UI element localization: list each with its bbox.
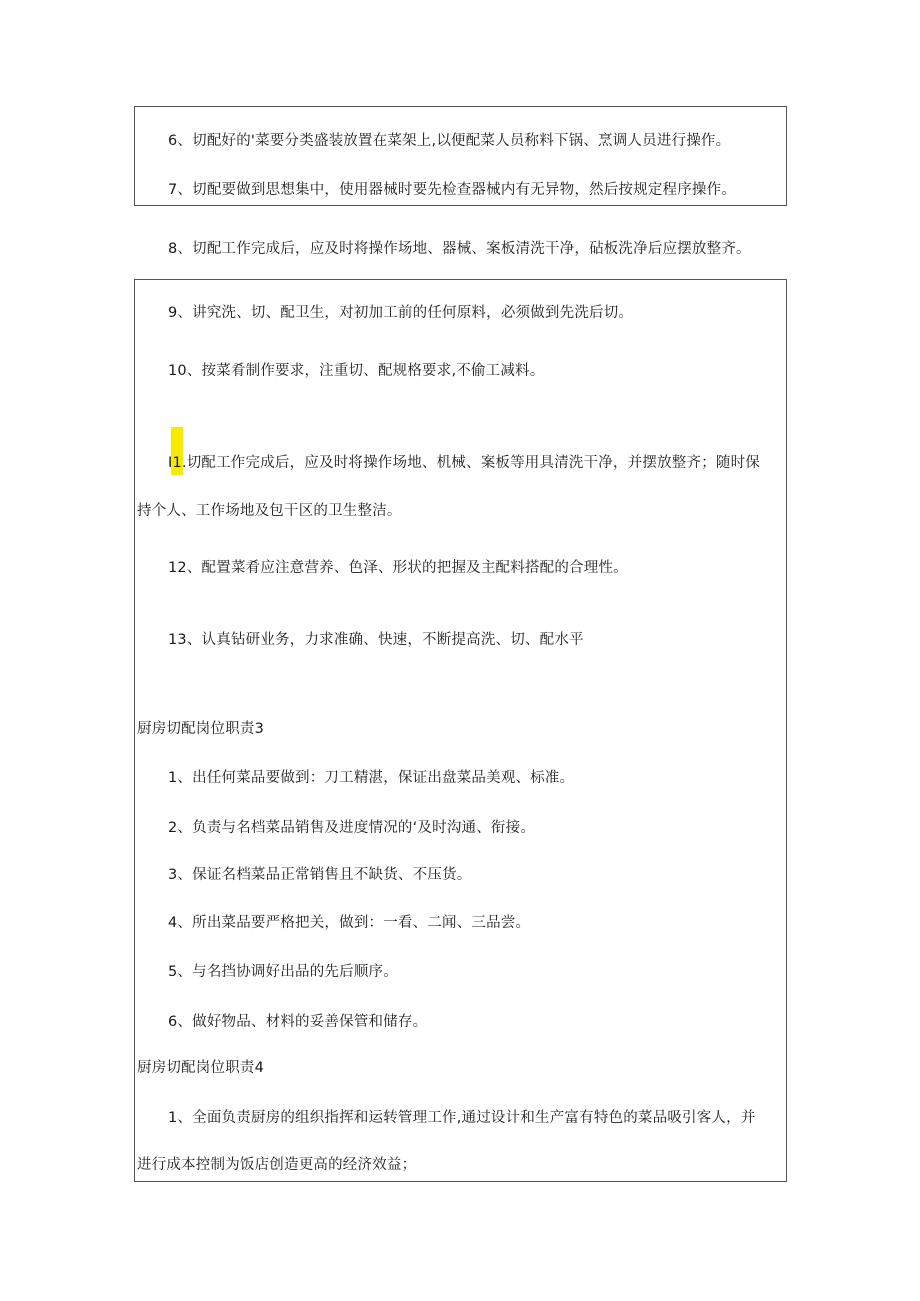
section-heading-4: 厨房切配岗位职责4	[137, 1060, 265, 1076]
list-item-9: 9、讲究洗、切、配卫生，对初加工前的任何原料，必须做到先洗后切。	[168, 305, 634, 321]
section-heading-3: 厨房切配岗位职责3	[137, 721, 265, 737]
duty3-item-2: 2、负责与名档菜品销售及进度情况的‘及时沟通、衔接。	[168, 820, 536, 836]
list-item-10: 10、按菜肴制作要求，注重切、配规格要求,不偷工减料。	[168, 363, 545, 379]
list-item-6: 6、切配好的'菜要分类盛装放置在菜架上,以便配菜人员称料下锅、烹调人员进行操作。	[168, 133, 731, 149]
list-item-7: 7、切配要做到思想集中，使用器械时要先检查器械内有无异物，然后按规定程序操作。	[168, 182, 737, 198]
list-item-11-line1: I1.切配工作完成后，应及时将操作场地、机械、案板等用具清洗干净，并摆放整齐；随时保	[168, 455, 761, 471]
duty3-item-1: 1、出任何菜品要做到：刀工精湛，保证出盘菜品美观、标准。	[168, 770, 575, 786]
duty3-item-4: 4、所出菜品要严格把关，做到：一看、二闻、三品尝。	[168, 915, 531, 931]
list-item-13: 13、认真钻研业务，力求准确、快速，不断提高洗、切、配水平	[168, 632, 584, 648]
duty3-item-5: 5、与名挡协调好出品的先后顺序。	[168, 964, 398, 980]
duty4-item-1-line2: 进行成本控制为饭店创造更高的经济效益；	[137, 1157, 417, 1173]
duty3-item-6: 6、做好物品、材料的妥善保管和储存。	[168, 1014, 428, 1030]
list-item-12: 12、配置菜肴应注意营养、色泽、形状的把握及主配料搭配的合理性。	[168, 560, 628, 576]
list-item-8: 8、切配工作完成后，应及时将操作场地、器械、案板清洗干净，砧板洗净后应摆放整齐。	[168, 241, 751, 257]
duty4-item-1-line1: 1、全面负责厨房的组织指挥和运转管理工作,通过设计和生产富有特色的菜品吸引客人，并	[168, 1110, 756, 1126]
list-item-11-line2: 持个人、工作场地及包干区的卫生整洁。	[137, 503, 402, 519]
duty3-item-3: 3、保证名档菜品正常销售且不缺货、不压货。	[168, 867, 472, 883]
